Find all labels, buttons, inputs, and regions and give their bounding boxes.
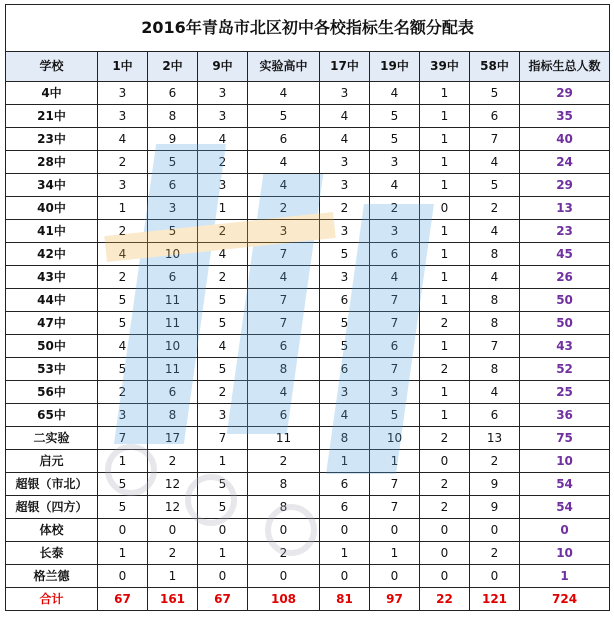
quota-cell: 3 [370,151,420,174]
total-count-cell: 25 [520,381,610,404]
total-count-cell: 24 [520,151,610,174]
quota-cell: 6 [320,358,370,381]
quota-cell: 5 [98,496,148,519]
quota-cell: 4 [320,404,370,427]
quota-cell: 3 [320,266,370,289]
quota-cell: 7 [470,335,520,358]
table-row [6,151,610,174]
quota-cell: 8 [248,496,320,519]
total-count-cell: 23 [520,220,610,243]
quota-cell: 4 [470,220,520,243]
quota-cell: 7 [470,128,520,151]
quota-cell: 9 [470,473,520,496]
quota-cell: 4 [370,82,420,105]
quota-cell: 2 [248,542,320,565]
quota-cell: 5 [198,289,248,312]
quota-cell: 10 [148,243,198,266]
quota-cell: 7 [248,243,320,266]
quota-cell: 1 [420,266,470,289]
quota-cell: 2 [248,450,320,473]
quota-cell: 5 [198,358,248,381]
quota-cell: 8 [148,105,198,128]
total-count-cell: 10 [520,450,610,473]
table-row [6,266,610,289]
quota-cell: 3 [198,404,248,427]
quota-cell: 2 [98,381,148,404]
quota-cell: 7 [198,427,248,450]
total-count-cell: 29 [520,174,610,197]
sum-row [6,588,610,611]
quota-cell: 4 [370,266,420,289]
school-name-cell: 65中 [6,404,98,427]
sum-value-cell: 22 [420,588,470,611]
quota-cell: 8 [470,243,520,266]
table-row [6,381,610,404]
quota-cell: 9 [148,128,198,151]
quota-cell: 0 [420,542,470,565]
quota-cell: 6 [148,266,198,289]
quota-cell: 1 [420,82,470,105]
school-name-cell: 超银（市北） [6,473,98,496]
quota-cell: 0 [248,519,320,542]
quota-cell: 5 [320,312,370,335]
quota-cell: 5 [370,128,420,151]
quota-cell: 0 [248,565,320,588]
quota-cell: 9 [470,496,520,519]
quota-cell: 3 [148,197,198,220]
table-row [6,105,610,128]
total-count-cell: 50 [520,312,610,335]
quota-cell: 2 [470,542,520,565]
quota-cell: 2 [198,381,248,404]
quota-cell: 2 [420,496,470,519]
quota-cell: 4 [198,335,248,358]
column-header: 指标生总人数 [520,52,610,82]
school-name-cell: 21中 [6,105,98,128]
quota-cell: 1 [420,289,470,312]
quota-cell: 6 [370,243,420,266]
school-name-cell: 超银（四方） [6,496,98,519]
total-count-cell: 40 [520,128,610,151]
column-header: 实验高中 [248,52,320,82]
quota-cell: 5 [470,174,520,197]
quota-cell: 5 [148,151,198,174]
column-header: 学校 [6,52,98,82]
sum-value-cell: 121 [470,588,520,611]
quota-cell: 2 [420,312,470,335]
total-count-cell: 43 [520,335,610,358]
table-row [6,427,610,450]
quota-cell: 7 [248,312,320,335]
total-count-cell: 54 [520,496,610,519]
table-row [6,473,610,496]
quota-cell: 0 [98,565,148,588]
quota-cell: 3 [198,82,248,105]
school-name-cell: 44中 [6,289,98,312]
quota-cell: 4 [470,381,520,404]
quota-cell: 7 [370,312,420,335]
quota-cell: 0 [470,519,520,542]
total-count-cell: 54 [520,473,610,496]
quota-cell: 6 [320,473,370,496]
quota-cell: 3 [370,220,420,243]
quota-cell: 0 [370,565,420,588]
quota-cell: 3 [370,381,420,404]
quota-cell: 12 [148,496,198,519]
quota-cell: 1 [420,381,470,404]
total-count-cell: 52 [520,358,610,381]
quota-cell: 8 [248,358,320,381]
quota-cell: 2 [198,266,248,289]
quota-cell: 4 [248,174,320,197]
school-name-cell: 体校 [6,519,98,542]
quota-cell: 8 [470,312,520,335]
quota-cell: 0 [420,450,470,473]
quota-cell: 4 [320,105,370,128]
quota-cell: 6 [148,381,198,404]
quota-cell: 8 [470,358,520,381]
quota-cell: 5 [370,105,420,128]
quota-cell: 7 [370,496,420,519]
quota-cell: 2 [98,266,148,289]
quota-cell: 2 [148,542,198,565]
quota-cell: 2 [470,197,520,220]
quota-cell: 1 [148,565,198,588]
quota-cell: 4 [370,174,420,197]
quota-cell: 13 [470,427,520,450]
table-row [6,243,610,266]
quota-cell: 6 [370,335,420,358]
quota-cell: 3 [98,105,148,128]
quota-cell: 4 [470,266,520,289]
school-name-cell: 二实验 [6,427,98,450]
table-row [6,312,610,335]
quota-cell: 5 [320,335,370,358]
quota-cell: 4 [248,381,320,404]
quota-cell: 11 [148,312,198,335]
quota-cell: 1 [420,128,470,151]
total-count-cell: 13 [520,197,610,220]
quota-cell: 5 [198,496,248,519]
quota-cell: 1 [320,542,370,565]
quota-cell: 2 [470,450,520,473]
quota-cell: 7 [98,427,148,450]
quota-cell: 0 [148,519,198,542]
column-header: 2中 [148,52,198,82]
header-row [6,52,610,82]
school-name-cell: 41中 [6,220,98,243]
quota-cell: 5 [470,82,520,105]
school-name-cell: 格兰德 [6,565,98,588]
table-row [6,565,610,588]
quota-cell: 3 [320,82,370,105]
column-header: 39中 [420,52,470,82]
school-name-cell: 启元 [6,450,98,473]
quota-cell: 11 [248,427,320,450]
quota-cell: 4 [470,151,520,174]
quota-cell: 3 [320,220,370,243]
quota-cell: 2 [148,450,198,473]
table-title: 2016年青岛市北区初中各校指标生名额分配表 [6,5,610,52]
quota-cell: 5 [248,105,320,128]
column-header: 1中 [98,52,148,82]
quota-cell: 8 [320,427,370,450]
total-count-cell: 36 [520,404,610,427]
quota-cell: 6 [470,404,520,427]
table-body [6,82,610,611]
quota-cell: 0 [420,197,470,220]
total-count-cell: 0 [520,519,610,542]
quota-cell: 0 [98,519,148,542]
total-count-cell: 50 [520,289,610,312]
quota-cell: 1 [420,174,470,197]
column-header: 58中 [470,52,520,82]
quota-cell: 6 [320,496,370,519]
table-row [6,82,610,105]
quota-cell: 3 [98,404,148,427]
quota-cell: 1 [98,197,148,220]
quota-cell: 2 [98,151,148,174]
quota-cell: 0 [198,519,248,542]
quota-cell: 3 [320,151,370,174]
sum-value-cell: 67 [198,588,248,611]
quota-cell: 4 [248,151,320,174]
column-header: 9中 [198,52,248,82]
table-row [6,450,610,473]
quota-cell: 6 [248,404,320,427]
quota-cell: 3 [98,82,148,105]
school-name-cell: 43中 [6,266,98,289]
school-name-cell: 28中 [6,151,98,174]
quota-cell: 2 [420,427,470,450]
quota-cell: 11 [148,358,198,381]
quota-cell: 5 [370,404,420,427]
table-row [6,519,610,542]
school-name-cell: 长泰 [6,542,98,565]
table-row [6,128,610,151]
total-count-cell: 45 [520,243,610,266]
table-row [6,404,610,427]
quota-cell: 4 [320,128,370,151]
sum-value-cell: 67 [98,588,148,611]
quota-cell: 7 [370,358,420,381]
quota-cell: 0 [320,519,370,542]
quota-cell: 4 [198,128,248,151]
quota-cell: 1 [420,151,470,174]
quota-cell: 5 [320,243,370,266]
quota-cell: 5 [98,312,148,335]
table-row [6,289,610,312]
quota-cell: 2 [248,197,320,220]
column-header: 19中 [370,52,420,82]
sum-value-cell: 161 [148,588,198,611]
sum-value-cell: 724 [520,588,610,611]
quota-cell: 8 [470,289,520,312]
quota-cell: 0 [320,565,370,588]
quota-cell: 4 [198,243,248,266]
quota-cell: 1 [370,450,420,473]
quota-cell: 2 [198,151,248,174]
quota-cell: 6 [248,335,320,358]
table-row [6,220,610,243]
school-name-cell: 50中 [6,335,98,358]
quota-cell: 1 [420,220,470,243]
quota-cell: 6 [470,105,520,128]
quota-cell: 2 [198,220,248,243]
quota-cell: 0 [370,519,420,542]
quota-cell: 2 [420,473,470,496]
quota-cell: 4 [248,266,320,289]
school-name-cell: 34中 [6,174,98,197]
quota-cell: 1 [420,404,470,427]
quota-cell: 3 [98,174,148,197]
quota-cell: 1 [420,105,470,128]
table-row [6,197,610,220]
quota-cell: 5 [98,289,148,312]
quota-cell: 3 [198,105,248,128]
quota-cell: 0 [420,565,470,588]
quota-cell: 1 [98,542,148,565]
quota-cell: 8 [248,473,320,496]
quota-cell: 12 [148,473,198,496]
allocation-table [5,4,610,611]
quota-cell: 7 [248,289,320,312]
school-name-cell: 42中 [6,243,98,266]
quota-cell: 2 [320,197,370,220]
quota-cell: 5 [98,358,148,381]
quota-cell: 0 [198,565,248,588]
total-count-cell: 26 [520,266,610,289]
quota-cell: 6 [248,128,320,151]
sum-value-cell: 97 [370,588,420,611]
school-name-cell: 53中 [6,358,98,381]
total-count-cell: 29 [520,82,610,105]
quota-cell: 4 [248,82,320,105]
quota-cell: 6 [148,174,198,197]
sum-label-cell: 合计 [6,588,98,611]
table-row [6,542,610,565]
sum-value-cell: 108 [248,588,320,611]
quota-cell: 3 [320,174,370,197]
quota-cell: 10 [370,427,420,450]
quota-cell: 6 [320,289,370,312]
quota-cell: 6 [148,82,198,105]
school-name-cell: 56中 [6,381,98,404]
sum-value-cell: 81 [320,588,370,611]
quota-cell: 0 [470,565,520,588]
table-row [6,174,610,197]
quota-cell: 17 [148,427,198,450]
quota-cell: 5 [198,312,248,335]
quota-cell: 1 [370,542,420,565]
quota-cell: 4 [98,335,148,358]
quota-cell: 4 [98,243,148,266]
quota-cell: 2 [370,197,420,220]
total-count-cell: 10 [520,542,610,565]
table-row [6,335,610,358]
total-count-cell: 35 [520,105,610,128]
quota-cell: 1 [420,243,470,266]
quota-cell: 7 [370,289,420,312]
quota-cell: 1 [420,335,470,358]
quota-cell: 1 [198,197,248,220]
quota-cell: 3 [198,174,248,197]
quota-cell: 7 [370,473,420,496]
total-count-cell: 75 [520,427,610,450]
quota-cell: 10 [148,335,198,358]
quota-cell: 3 [248,220,320,243]
school-name-cell: 4中 [6,82,98,105]
quota-cell: 1 [98,450,148,473]
quota-cell: 2 [420,358,470,381]
column-header: 17中 [320,52,370,82]
table-row [6,358,610,381]
quota-cell: 1 [198,450,248,473]
quota-cell: 11 [148,289,198,312]
quota-cell: 1 [198,542,248,565]
school-name-cell: 23中 [6,128,98,151]
quota-cell: 8 [148,404,198,427]
quota-cell: 3 [320,381,370,404]
total-count-cell: 1 [520,565,610,588]
quota-cell: 2 [98,220,148,243]
school-name-cell: 47中 [6,312,98,335]
table-row [6,496,610,519]
quota-cell: 5 [148,220,198,243]
quota-cell: 1 [320,450,370,473]
quota-cell: 5 [198,473,248,496]
quota-cell: 0 [420,519,470,542]
school-name-cell: 40中 [6,197,98,220]
table-container [5,4,609,636]
quota-cell: 5 [98,473,148,496]
quota-cell: 4 [98,128,148,151]
